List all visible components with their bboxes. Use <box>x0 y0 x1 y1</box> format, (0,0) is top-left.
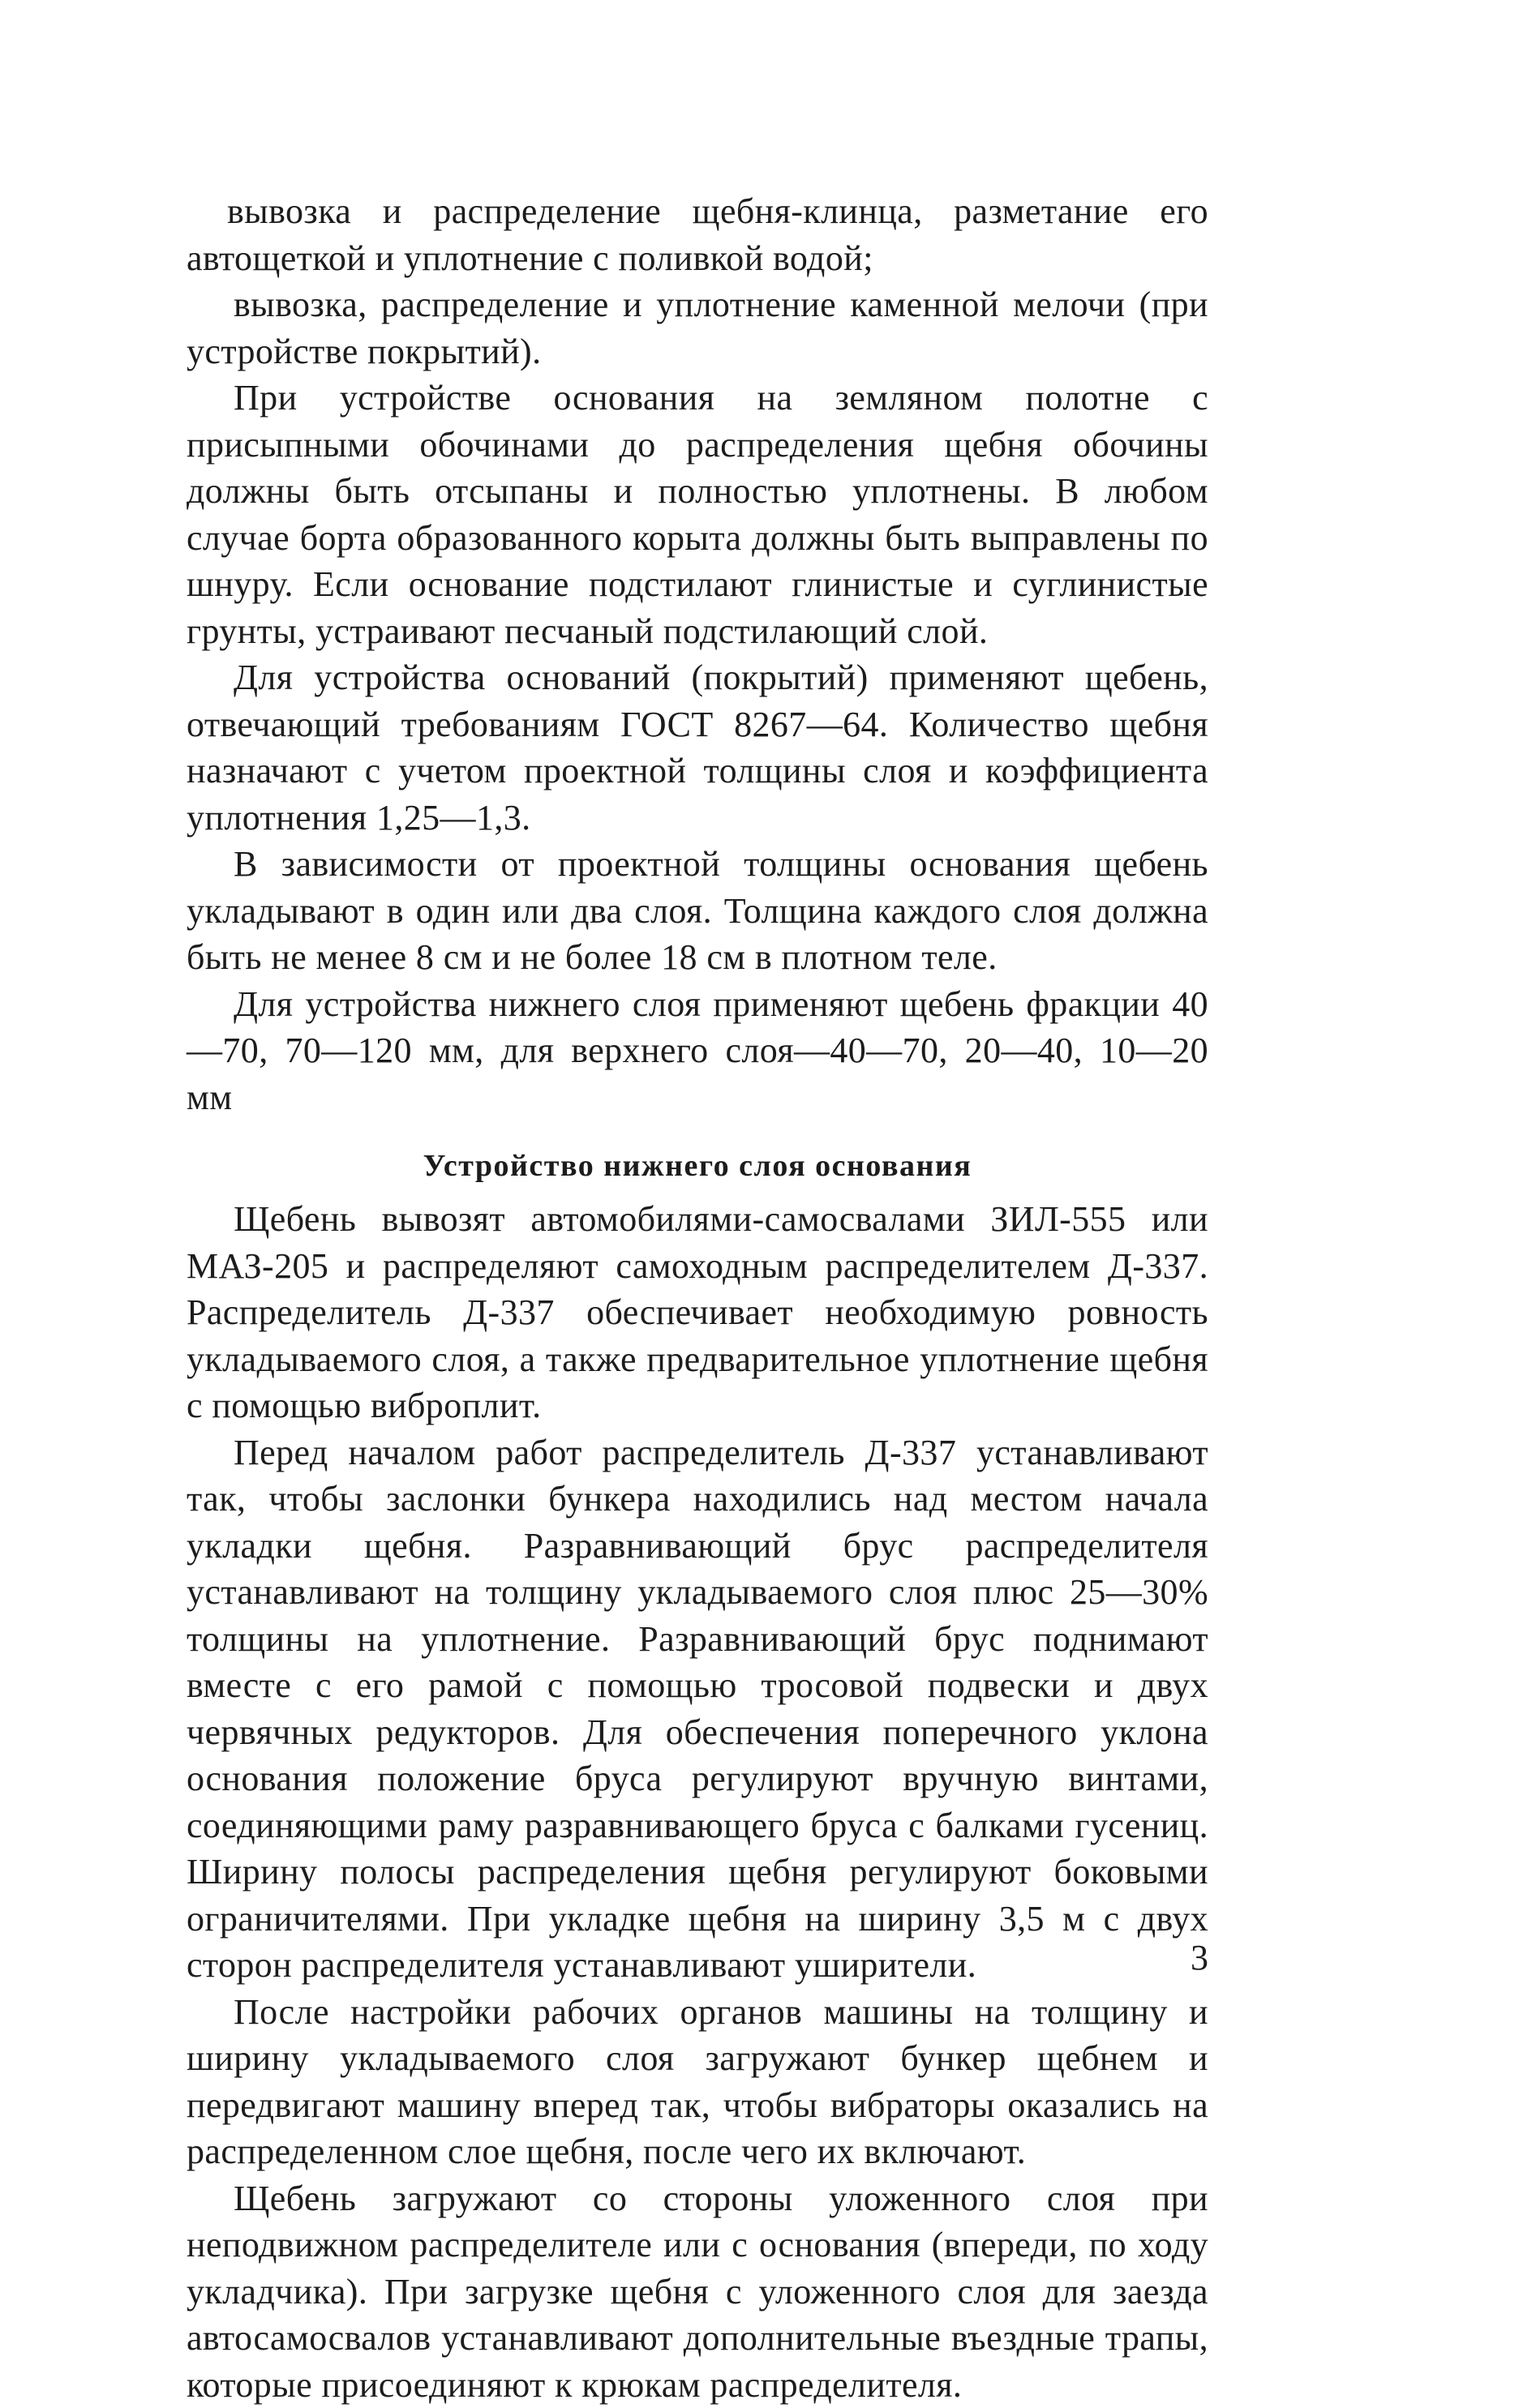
paragraph-delivery-trucks: Щебень вывозят автомобилями-самосвалами ЗИЛ-555 или МАЗ-205 и распределяют самоходным распределителем Д-337. Распределитель Д-337 обеспечивает необходимую ровность укладываемого слоя, а также предварительное уплотнение щебня с помощью виброплит. <box>187 1196 1208 1429</box>
paragraph-loading: Щебень загружают со стороны уложенного слоя при неподвижном распределителе или с основания (впереди, по ходу укладчика). При загрузке щебня с уложенного слоя для заезда автосамосвалов устанавливают дополнительные въездные трапы, которые присоединяют к крюкам распределителя. <box>187 2175 1208 2408</box>
page-body <box>187 188 1208 2408</box>
paragraph-machine-adjustment: После настройки рабочих органов машины на толщину и ширину укладываемого слоя загружают бункер щебнем и передвигают машину вперед так, чтобы вибраторы оказались на распределенном слое щебня, после чего их включают. <box>187 1989 1208 2175</box>
paragraph-clinker-delivery: вывозка и распределение щебня-клинца, разметание его автощеткой и уплотнение с поливкой водой; <box>187 188 1208 281</box>
paragraph-fractions: Для устройства нижнего слоя применяют щебень фракции 40—70, 70—120 мм, для верхнего слоя—40—70, 20—40, 10—20 мм <box>187 981 1208 1121</box>
paragraph-layer-thickness: В зависимости от проектной толщины основания щебень укладывают в один или два слоя. Толщина каждого слоя должна быть не менее 8 см и не более 18 см в плотном теле. <box>187 841 1208 981</box>
page-number: 3 <box>1191 1938 1208 1978</box>
paragraph-stone-chips: вывозка, распределение и уплотнение каменной мелочи (при устройстве покрытий). <box>187 281 1208 375</box>
section-heading: Устройство нижнего слоя основания <box>187 1143 1208 1189</box>
paragraph-gost-requirements: Для устройства оснований (покрытий) применяют щебень, отвечающий требованиям ГОСТ 8267—64. Количество щебня назначают с учетом проектной толщины слоя и коэффициента уплотнения 1,25—1,3. <box>187 654 1208 841</box>
paragraph-distributor-setup: Перед началом работ распределитель Д-337 устанавливают так, чтобы заслонки бункера находились над местом начала укладки щебня. Разравнивающий брус распределителя устанавливают на толщину укладываемого слоя плюс 25—30% толщины на уплотнение. Разравнивающий брус поднимают вместе с его рамой с помощью тросовой подвески и двух червячных редукторов. Для обеспечения поперечного уклона основания положение бруса регулируют вручную винтами, соединяющими раму разравнивающего бруса с балками гусениц. Ширину полосы распределения щебня регулируют боковыми ограничителями. При укладке щебня на ширину 3,5 м с двух сторон распределителя устанавливают уширители. <box>187 1429 1208 1989</box>
paragraph-shoulders: При устройстве основания на земляном полотне с присыпными обочинами до распределения щебня обочины должны быть отсыпаны и полностью уплотнены. В любом случае борта образованного корыта должны быть выправлены по шнуру. Если основание подстилают глинистые и суглинистые грунты, устраивают песчаный подстилающий слой. <box>187 375 1208 654</box>
